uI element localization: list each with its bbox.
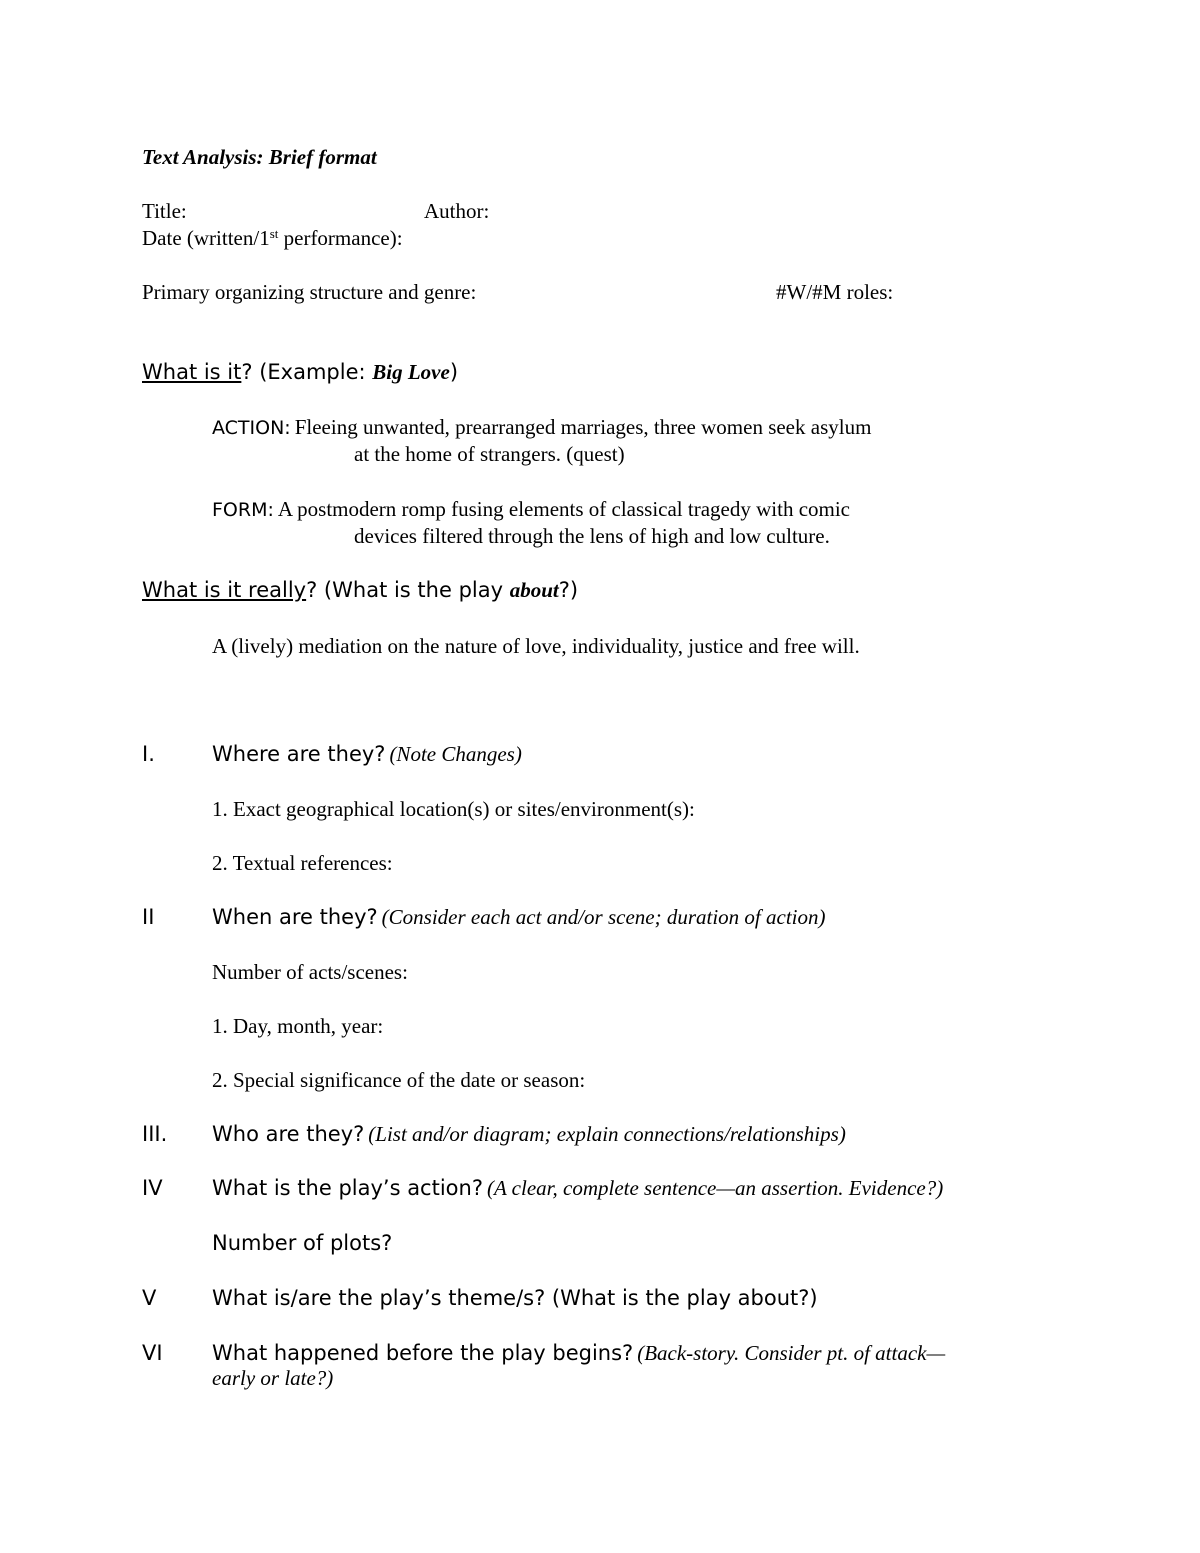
section-number: II bbox=[142, 905, 155, 929]
section-question: What is/are the play’s theme/s? (What is the play about?) bbox=[212, 1286, 818, 1310]
section-question: Who are they? (List and/or diagram; explain connections/relationships) bbox=[212, 1122, 846, 1146]
form-text: A postmodern romp fusing elements of classical tragedy with comic bbox=[277, 497, 851, 521]
section-question: What happened before the play begins? (Back-story. Consider pt. of attack— bbox=[212, 1341, 946, 1365]
author-label: Author: bbox=[424, 199, 490, 223]
action-text: Fleeing unwanted, prearranged marriages, three women seek asylum bbox=[294, 415, 872, 439]
form-line bbox=[212, 496, 850, 522]
action-label: ACTION: bbox=[212, 417, 291, 439]
section-number: VI bbox=[142, 1341, 163, 1365]
section-question: Where are they? (Note Changes) bbox=[212, 742, 522, 766]
list-item: Number of acts/scenes: bbox=[212, 960, 408, 984]
action-text-cont: at the home of strangers. (quest) bbox=[354, 442, 625, 466]
list-item: 1. Day, month, year: bbox=[212, 1014, 384, 1038]
structure-genre-label: Primary organizing structure and genre: bbox=[142, 280, 477, 304]
play-about-answer: A (lively) mediation on the nature of love, individuality, justice and free will. bbox=[212, 634, 860, 658]
section-question: What is the play’s action? (A clear, complete sentence—an assertion. Evidence?) bbox=[212, 1176, 944, 1200]
section-number: III. bbox=[142, 1122, 168, 1146]
list-item: 1. Exact geographical location(s) or sites/environment(s): bbox=[212, 797, 695, 821]
plots-question: Number of plots? bbox=[212, 1231, 393, 1255]
list-item: 2. Special significance of the date or season: bbox=[212, 1068, 586, 1092]
section-number: IV bbox=[142, 1176, 163, 1200]
date-label: Date (written/1st performance): bbox=[142, 226, 403, 250]
section-question: When are they? (Consider each act and/or scene; duration of action) bbox=[212, 905, 826, 929]
list-item: 2. Textual references: bbox=[212, 851, 393, 875]
roles-label: #W/#M roles: bbox=[776, 280, 894, 304]
document-title: Text Analysis: Brief format bbox=[142, 145, 377, 169]
section-note-cont: early or late?) bbox=[212, 1366, 334, 1390]
section-number: I. bbox=[142, 742, 155, 766]
section-number: V bbox=[142, 1286, 157, 1310]
action-line bbox=[212, 414, 871, 440]
form-text-cont: devices filtered through the lens of high and low culture. bbox=[354, 524, 830, 548]
what-is-it-heading: What is it? (Example: Big Love) bbox=[142, 360, 459, 384]
title-label: Title: bbox=[142, 199, 187, 223]
what-is-it-really-heading: What is it really? (What is the play about?) bbox=[142, 578, 579, 602]
form-label: FORM: bbox=[212, 499, 274, 521]
